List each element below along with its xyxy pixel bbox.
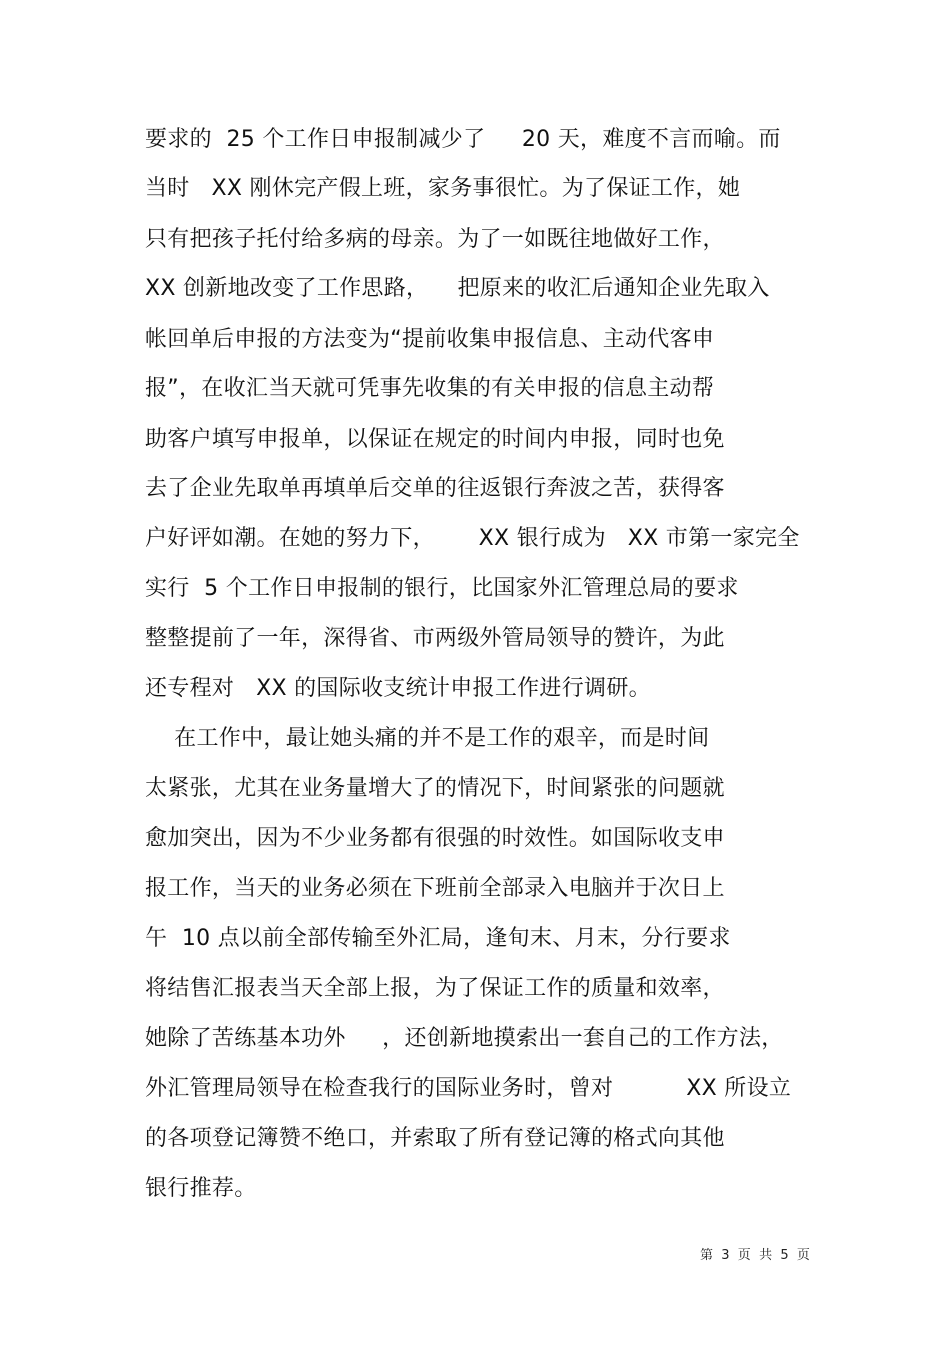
body-text-line: 助客户填写申报单，以保证在规定的时间内申报，同时也免 (145, 427, 725, 452)
body-text-line: 的各项登记簿赞不绝口，并索取了所有登记簿的格式向其他 (145, 1126, 725, 1151)
body-text-line: 太紧张，尤其在业务量增大了的情况下，时间紧张的问题就 (145, 776, 725, 801)
body-text-line: 当时 XX 刚休完产假上班，家务事很忙。为了保证工作，她 (145, 176, 741, 201)
body-text-line: 户好评如潮。在她的努力下， XX 银行成为 XX 市第一家完全 (145, 526, 800, 551)
body-text-line: 帐回单后申报的方法变为“提前收集申报信息、主动代客申 (145, 327, 715, 352)
body-text-line: 整整提前了一年，深得省、市两级外管局领导的赞许，为此 (145, 626, 725, 651)
body-text-line: 她除了苦练基本功外 ，还创新地摸索出一套自己的工作方法， (145, 1026, 784, 1051)
body-text-line: 愈加突出，因为不少业务都有很强的时效性。如国际收支申 (145, 826, 725, 851)
body-text-line: 外汇管理局领导在检查我行的国际业务时，曾对 XX 所设立 (145, 1076, 792, 1101)
body-text-line: 银行推荐。 (145, 1176, 257, 1201)
body-text-line: 将结售汇报表当天全部上报，为了保证工作的质量和效率， (145, 976, 725, 1001)
body-text-line: 只有把孩子托付给多病的母亲。为了一如既往地做好工作， (145, 227, 725, 252)
body-text-line: 去了企业先取单再填单后交单的往返银行奔波之苦，获得客 (145, 476, 725, 501)
body-text-line: 报”，在收汇当天就可凭事先收集的有关申报的信息主动帮 (145, 376, 715, 401)
body-text-line: 实行 5 个工作日申报制的银行，比国家外汇管理总局的要求 (145, 576, 739, 601)
body-text-line: XX 创新地改变了工作思路， 把原来的收汇后通知企业先取入 (145, 276, 770, 301)
body-text-line: 午 10 点以前全部传输至外汇局，逢旬末、月末，分行要求 (145, 926, 731, 951)
body-text-line: 要求的 25 个工作日申报制减少了 20 天，难度不言而喻。而 (145, 127, 781, 152)
body-text-line: 还专程对 XX 的国际收支统计申报工作进行调研。 (145, 676, 651, 701)
paragraph-start-line: 在工作中，最让她头痛的并不是工作的艰辛，而是时间 (145, 726, 710, 751)
body-text-line: 报工作，当天的业务必须在下班前全部录入电脑并于次日上 (145, 876, 725, 901)
page-number-footer: 第 3 页 共 5 页 (700, 1248, 810, 1263)
